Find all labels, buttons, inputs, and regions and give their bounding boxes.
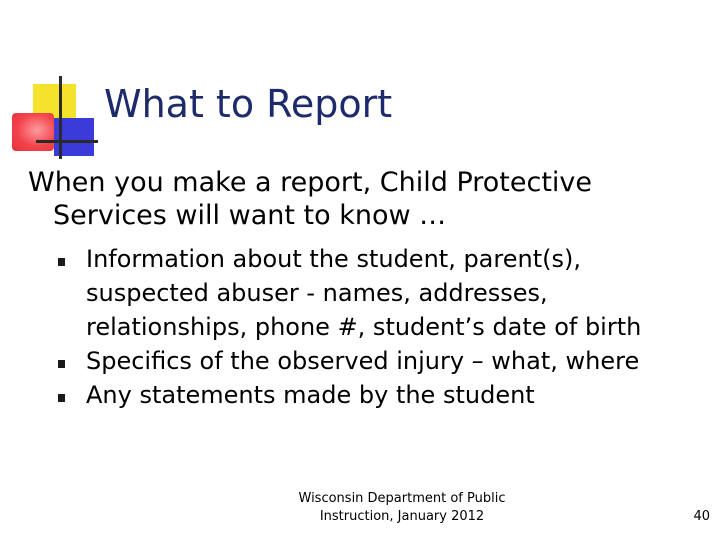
footer-line-2: Instruction, January 2012 (319, 509, 485, 524)
intro-line-2: Services will want to know … (53, 200, 447, 231)
slide-title: What to Report (104, 82, 393, 126)
bullet-list (58, 242, 708, 412)
bullet-line: Information about the student, parent(s), (86, 245, 581, 273)
square-bullet-icon (58, 258, 65, 266)
red-square (12, 113, 54, 151)
intro-text (28, 166, 668, 232)
bullet-line: Specifics of the observed injury – what, where (86, 347, 640, 375)
page-number: 40 (693, 509, 710, 524)
bullet-line: suspected abuser - names, addresses, (86, 279, 548, 307)
footer-credit (260, 490, 544, 526)
horizontal-rule (36, 140, 98, 143)
bullet-item (58, 344, 708, 378)
square-bullet-icon (58, 360, 65, 368)
bullet-line: relationships, phone #, student’s date of birth (86, 313, 642, 341)
square-bullet-icon (58, 394, 65, 402)
vertical-rule (59, 76, 62, 159)
bullet-line: Any statements made by the student (86, 381, 535, 409)
decorative-squares-logo (0, 0, 110, 170)
footer-line-1: Wisconsin Department of Public (298, 491, 506, 506)
bullet-item (58, 242, 708, 344)
intro-line-1: When you make a report, Child Protective (28, 167, 593, 198)
bullet-item (58, 378, 708, 412)
